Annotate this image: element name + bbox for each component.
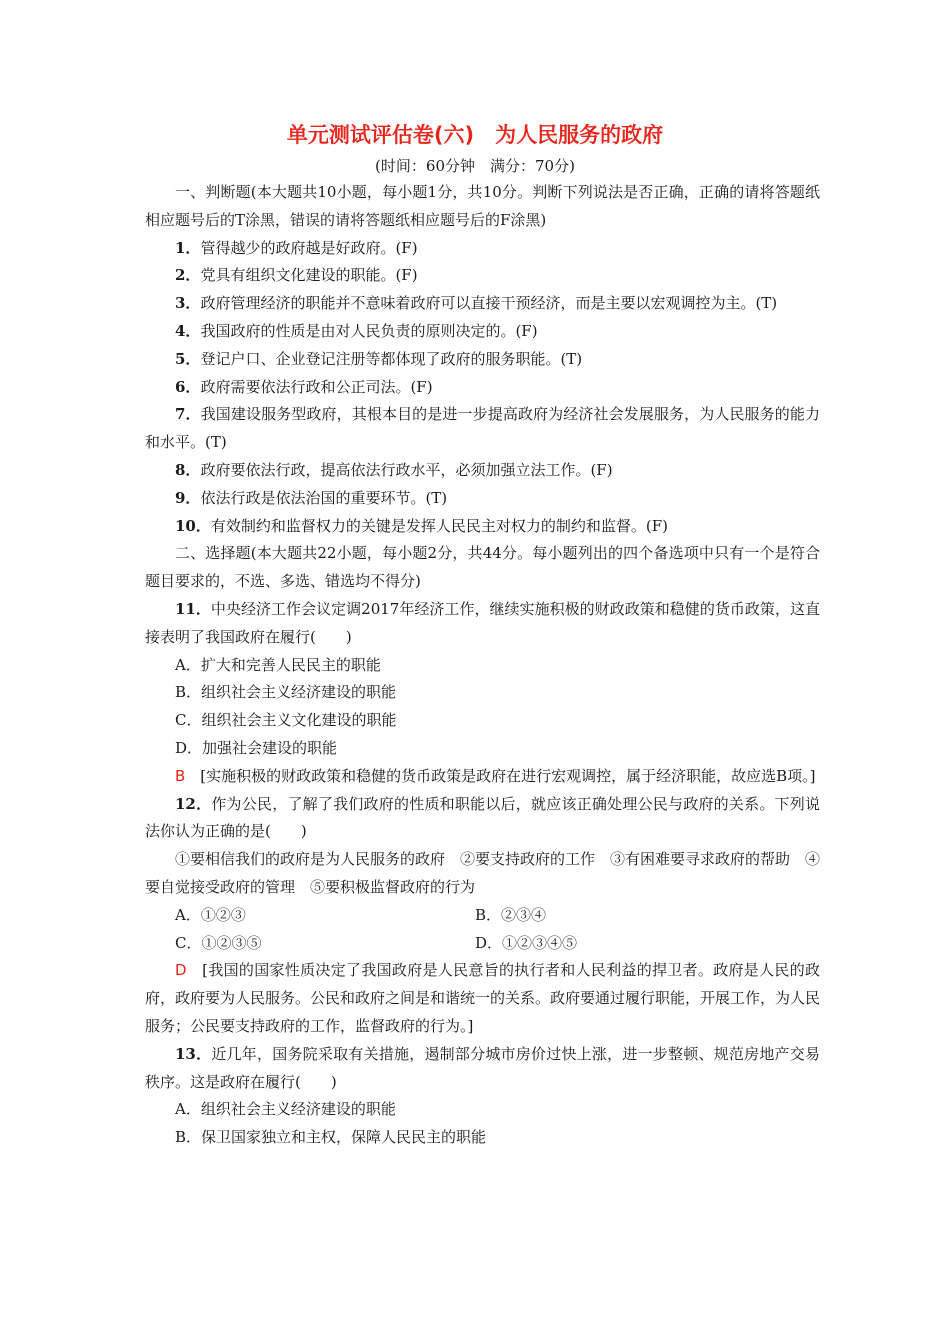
section2-heading: 二、选择题(本大题共22小题，每小题2分，共44分。每小题列出的四个备选项中只有一个是符合题目要求的，不选、多选、错选均不得分) (145, 544, 820, 591)
item-text: 政府需要依法行政和公正司法。(F) (200, 377, 433, 396)
item-text: 党具有组织文化建设的职能。(F) (200, 266, 418, 285)
q11-option-c: C．组织社会主义文化建设的职能 (175, 711, 397, 730)
q12-option-b: B．②③④ (475, 905, 547, 924)
q12-answer (145, 957, 820, 1040)
q12-option-d: D．①②③④⑤ (475, 933, 578, 952)
question-text: 近几年，国务院采取有关措施，遏制部分城市房价过快上涨，进一步整顿、规范房地产交易秩序。这是政府在履行( ) (145, 1044, 820, 1091)
item-text: 政府管理经济的职能并不意味着政府可以直接干预经济，而是主要以宏观调控为主。(T) (200, 294, 778, 313)
question-text: 中央经济工作会议定调2017年经济工作，继续实施积极的财政政策和稳健的货币政策，这直接表明了我国政府在履行( ) (145, 599, 820, 646)
question-11-stem (145, 596, 820, 652)
answer-explanation: [我国的国家性质决定了我国政府是人民意旨的执行者和人民利益的捍卫者。政府是人民的政府，政府要为人民服务。公民和政府之间是和谐统一的关系。政府要通过履行职能，开展工作，为人民服务；公民要支持政府的工作，监督政府的行为。] (145, 961, 821, 1035)
tf-item-9 (145, 485, 820, 513)
tf-item-6 (145, 374, 820, 402)
question-12-stem (145, 791, 820, 847)
q12-options-row-2 (145, 930, 820, 958)
tf-item-8 (145, 457, 820, 485)
item-text: 登记户口、企业登记注册等都体现了政府的服务职能。(T) (200, 349, 583, 368)
page-subtitle: (时间：60分钟 满分：70分) (375, 157, 575, 175)
question-13-stem (145, 1041, 820, 1097)
answer-letter: D (175, 961, 187, 980)
q12-options-row-1 (145, 902, 820, 930)
q13-option-b: B．保卫国家独立和主权，保障人民民主的职能 (175, 1128, 487, 1147)
page-title: 单元测试评估卷(六) 为人民服务的政府 (286, 123, 664, 147)
q12-option-a: A．①②③ (175, 905, 246, 924)
q12-option-c: C．①②③⑤ (175, 933, 262, 952)
item-text: 我国建设服务型政府，其根本目的是进一步提高政府为经济社会发展服务，为人民服务的能力和水平。(T) (145, 405, 820, 452)
question-text: 作为公民，了解了我们政府的性质和职能以后，就应该正确处理公民与政府的关系。下列说法你认为正确的是( ) (145, 794, 820, 841)
item-number: 2． (175, 266, 201, 285)
question-number: 11． (175, 599, 211, 618)
item-text: 管得越少的政府越是好政府。(F) (200, 238, 418, 257)
item-number: 1． (175, 238, 201, 257)
item-number: 9． (175, 488, 201, 507)
item-text: 我国政府的性质是由对人民负责的原则决定的。(F) (200, 321, 538, 340)
item-number: 10． (175, 516, 211, 535)
q11-option-d: D．加强社会建设的职能 (175, 738, 338, 757)
answer-explanation: [实施积极的财政政策和稳健的货币政策是政府在进行宏观调控，属于经济职能，故应选B项。] (185, 766, 816, 785)
tf-item-2 (145, 262, 820, 290)
tf-item-7 (145, 401, 820, 457)
item-number: 6． (175, 377, 201, 396)
exam-content (145, 179, 820, 1152)
item-text: 依法行政是依法治国的重要环节。(T) (200, 488, 448, 507)
question-number: 13． (175, 1044, 212, 1063)
tf-item-4 (145, 318, 820, 346)
question-number: 12． (175, 794, 212, 813)
q11-option-a: A．扩大和完善人民民主的职能 (175, 655, 381, 674)
section1-heading: 一、判断题(本大题共10小题，每小题1分，共10分。判断下列说法是否正确，正确的请将答题纸相应题号后的T涂黑，错误的请将答题纸相应题号后的F涂黑) (145, 183, 820, 229)
tf-item-1 (145, 235, 820, 263)
tf-item-10 (145, 513, 820, 541)
q12-statements: ①要相信我们的政府是为人民服务的政府 ②要支持政府的工作 ③有困难要寻求政府的帮助 ④要自觉接受政府的管理 ⑤要积极监督政府的行为 (145, 850, 821, 896)
item-number: 4． (175, 321, 201, 340)
item-number: 8． (175, 460, 201, 479)
item-text: 政府要依法行政，提高依法行政水平，必须加强立法工作。(F) (200, 460, 613, 479)
tf-item-3 (145, 290, 820, 318)
tf-item-5 (145, 346, 820, 374)
item-text: 有效制约和监督权力的关键是发挥人民民主对权力的制约和监督。(F) (210, 516, 668, 535)
item-number: 7． (175, 405, 201, 424)
q13-option-a: A．组织社会主义经济建设的职能 (175, 1100, 396, 1119)
q11-answer (145, 763, 820, 791)
item-number: 5． (175, 349, 201, 368)
item-number: 3． (175, 294, 201, 313)
q11-option-b: B．组织社会主义经济建设的职能 (175, 683, 397, 702)
answer-letter: B (175, 766, 186, 785)
